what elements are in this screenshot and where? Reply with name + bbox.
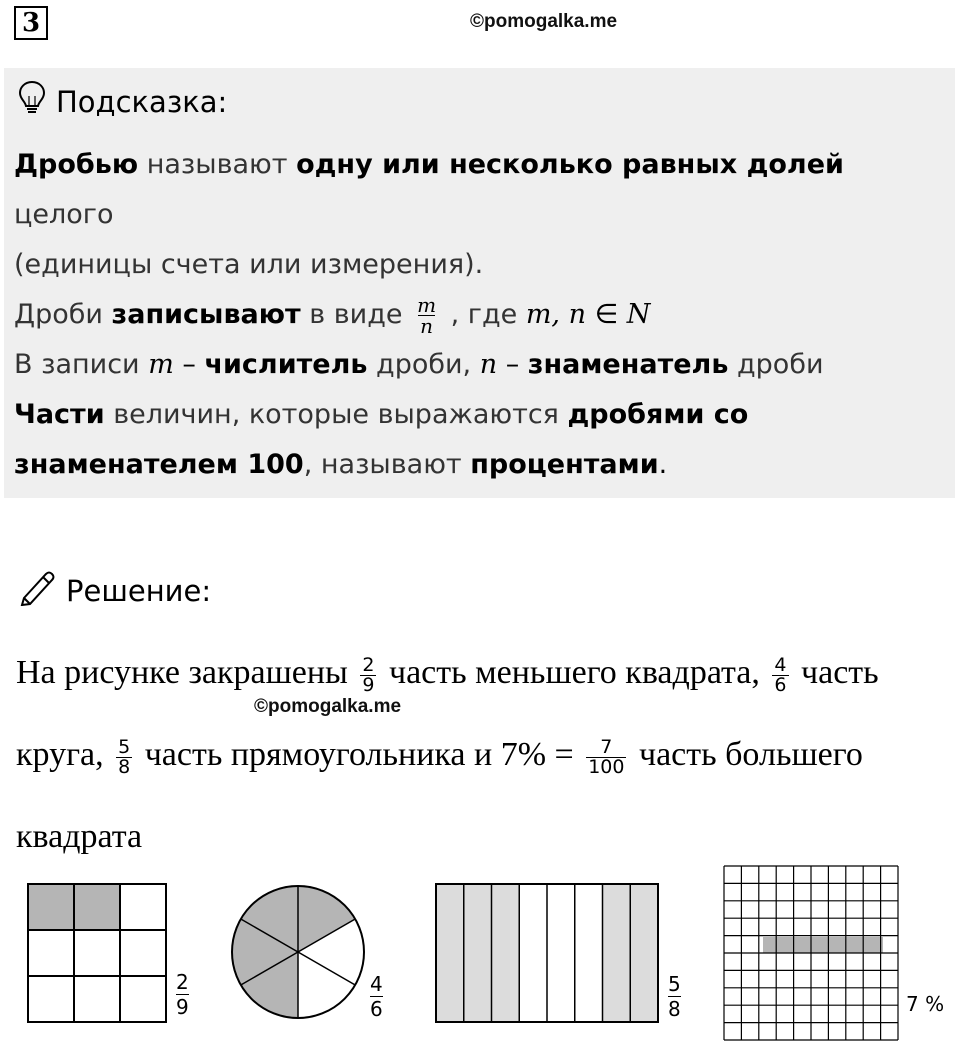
denominator: 100 bbox=[588, 755, 625, 778]
math: m, n bbox=[525, 299, 586, 330]
numerator: 5 bbox=[118, 735, 131, 758]
numerator: 7 bbox=[600, 735, 613, 758]
hint-header bbox=[18, 80, 227, 123]
rectangle-8-strips-figure bbox=[434, 882, 660, 1024]
numerator: m bbox=[417, 293, 437, 317]
fraction-4-6 bbox=[772, 653, 788, 696]
text: На рисунке закрашены bbox=[16, 654, 357, 691]
text: часть bbox=[792, 654, 879, 691]
term: знаменателем 100 bbox=[14, 449, 304, 480]
text: круга, bbox=[16, 736, 113, 773]
denominator: n bbox=[420, 314, 433, 338]
text: , называют bbox=[303, 449, 471, 480]
rectangle-label bbox=[668, 974, 681, 1019]
hint-line-2 bbox=[14, 240, 949, 290]
fraction-7-100 bbox=[586, 735, 626, 778]
hint-line-3 bbox=[14, 290, 949, 340]
lightbulb-icon bbox=[18, 80, 46, 123]
denominator: 8 bbox=[118, 755, 131, 778]
solution-line-1 bbox=[16, 632, 946, 714]
term: записывают bbox=[111, 299, 301, 330]
text: , где bbox=[442, 299, 526, 330]
text: часть большего bbox=[630, 736, 863, 773]
shaded-cells bbox=[763, 937, 883, 953]
shaded-sector-right bbox=[298, 886, 355, 952]
grid-10x10-figure bbox=[722, 864, 900, 1042]
square-3x3-figure bbox=[26, 882, 168, 1024]
denominator: 6 bbox=[370, 997, 383, 1021]
text: ∈ bbox=[586, 299, 627, 330]
text: Дроби bbox=[14, 299, 112, 330]
numerator: 4 bbox=[774, 653, 787, 676]
text: дроби bbox=[728, 349, 824, 380]
hint-line-6 bbox=[14, 440, 949, 490]
term: процентами bbox=[470, 449, 659, 480]
term: одну или несколько равных долей bbox=[296, 149, 844, 180]
hint-text bbox=[14, 140, 949, 490]
denominator: 9 bbox=[176, 995, 189, 1019]
text: часть меньшего квадрата, bbox=[380, 654, 769, 691]
text: В записи bbox=[14, 349, 149, 380]
text: в виде bbox=[300, 299, 412, 330]
hint-title: Подсказка: bbox=[56, 84, 228, 119]
text: часть прямоугольника и 7% = bbox=[136, 736, 583, 773]
numerator: 2 bbox=[176, 970, 189, 994]
text: квадрата bbox=[16, 818, 143, 855]
text: – bbox=[173, 349, 205, 380]
solution-title: Решение: bbox=[66, 573, 212, 608]
circle-figure bbox=[230, 884, 366, 1020]
numerator: 5 bbox=[668, 972, 681, 996]
math: n bbox=[479, 349, 498, 380]
text: – bbox=[497, 349, 528, 380]
text: целого bbox=[14, 199, 114, 230]
solution-line-2 bbox=[16, 714, 946, 796]
text: (единицы счета или измерения). bbox=[14, 249, 484, 280]
term: дробями со bbox=[567, 399, 749, 430]
grid-label: 7 % bbox=[906, 992, 945, 1016]
text: называют bbox=[138, 149, 297, 180]
hint-line-1 bbox=[14, 140, 949, 240]
math: N bbox=[626, 299, 651, 330]
text: величин, которые выражаются bbox=[104, 399, 568, 430]
denominator: 9 bbox=[362, 673, 375, 696]
hint-line-4 bbox=[14, 340, 949, 390]
text: дроби, bbox=[367, 349, 480, 380]
watermark-middle: ©pomogalka.me bbox=[254, 696, 402, 717]
text: . bbox=[658, 449, 668, 480]
solution-header bbox=[18, 568, 211, 613]
fraction-m-n bbox=[415, 295, 438, 336]
term: числитель bbox=[204, 349, 368, 380]
solution-text bbox=[16, 632, 946, 878]
fraction-5-8 bbox=[116, 735, 132, 778]
hint-line-5 bbox=[14, 390, 949, 440]
task-number: 3 bbox=[14, 6, 48, 40]
numerator: 4 bbox=[370, 972, 383, 996]
denominator: 8 bbox=[668, 997, 681, 1021]
circle-label bbox=[370, 974, 383, 1019]
watermark-top: ©pomogalka.me bbox=[470, 11, 618, 32]
denominator: 6 bbox=[774, 673, 787, 696]
pencil-icon bbox=[18, 568, 58, 613]
term: Части bbox=[14, 399, 105, 430]
figures-row bbox=[0, 862, 960, 1045]
term: знаменатель bbox=[527, 349, 729, 380]
term-fraction: Дробью bbox=[14, 149, 139, 180]
math: m bbox=[148, 349, 174, 380]
numerator: 2 bbox=[362, 653, 375, 676]
square-label bbox=[176, 972, 189, 1017]
fraction-2-9 bbox=[360, 653, 376, 696]
